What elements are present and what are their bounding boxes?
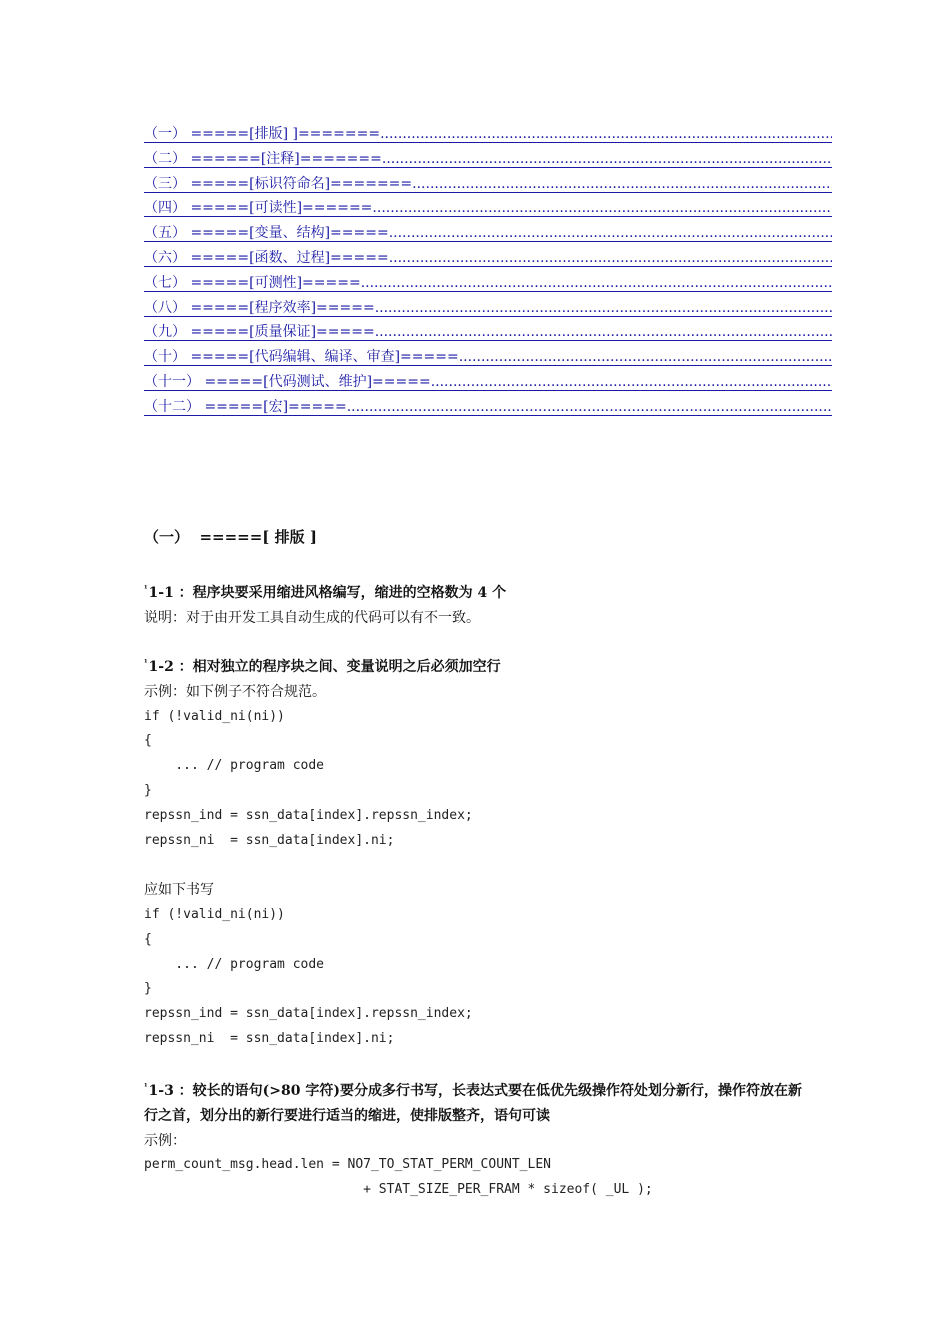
toc-leader-dots	[459, 349, 832, 366]
code-line: repssn_ind = ssn_data[index].repssn_index;	[144, 1006, 473, 1022]
code-line: if (!valid_ni(ni))	[144, 906, 285, 922]
toc-link-12[interactable]: （十二） =====[宏]===== .....	[144, 399, 832, 424]
code-line: ... // program code	[144, 758, 325, 774]
rule-title: $^{^1}$1-2 ：相对独立的程序块之间、变量说明之后必须加空行	[144, 657, 501, 675]
toc-link-9[interactable]: （九） =====[质量保证]===== .....	[144, 324, 832, 349]
table-of-contents	[144, 126, 832, 424]
rule-1-3	[144, 1074, 814, 1203]
code-line: }	[144, 981, 152, 997]
rule-title: $^{^1}$1-3 ：较长的语句(>80 字符)要分成多行书写，长表达式要在低优先级操作符处划分新行，操作符放在新行之首，划分出的新行要进行适当的缩进，使排版整齐，语句可读	[144, 1081, 803, 1124]
toc-link-6[interactable]: （六） =====[函数、过程]===== .....	[144, 250, 832, 275]
toc-leader-dots	[361, 275, 832, 292]
rule-marker: ¹	[144, 1081, 148, 1091]
code-line: if (!valid_ni(ni))	[144, 708, 285, 724]
toc-link-10[interactable]: （十） =====[代码编辑、编译、审查]===== .....	[144, 349, 832, 374]
example-label: 示例：如下例子不符合规范。	[144, 683, 326, 700]
blank-line	[144, 853, 824, 878]
code-line: repssn_ind = ssn_data[index].repssn_index;	[144, 807, 473, 823]
correct-example-label: 应如下书写	[144, 882, 214, 899]
example-label: 示例：	[144, 1132, 186, 1149]
toc-leader-dots	[382, 151, 832, 168]
code-line: repssn_ni = ssn_data[index].ni;	[144, 832, 395, 848]
code-line: }	[144, 782, 152, 798]
rule-1-1	[144, 576, 824, 631]
rule-title: $^{^1}$1-1 ：程序块要采用缩进风格编写，缩进的空格数为 4 个	[144, 583, 507, 601]
toc-leader-dots	[431, 374, 832, 391]
toc-link-8[interactable]: （八） =====[程序效率]===== .....	[144, 300, 832, 325]
toc-link-11[interactable]: （十一） =====[代码测试、维护]===== .....	[144, 374, 832, 399]
toc-link-2[interactable]: （二） ======[注释]======= .....	[144, 151, 832, 176]
toc-link-4[interactable]: （四） =====[可读性]====== .....	[144, 200, 832, 225]
rule-note: 说明：对于由开发工具自动生成的代码可以有不一致。	[144, 609, 480, 626]
code-line: + STAT_SIZE_PER_FRAM * sizeof( _UL );	[144, 1182, 653, 1198]
toc-leader-dots	[347, 399, 832, 416]
toc-leader-dots	[372, 200, 832, 217]
toc-link-7[interactable]: （七） =====[可测性]===== .....	[144, 275, 832, 300]
toc-leader-dots	[380, 126, 832, 143]
rule-marker: ¹	[144, 657, 148, 667]
code-line: ... // program code	[144, 956, 325, 972]
toc-leader-dots	[375, 300, 832, 317]
code-line: {	[144, 733, 152, 749]
toc-link-3[interactable]: （三） =====[标识符命名]======= .....	[144, 176, 832, 201]
rule-1-2	[144, 650, 824, 1052]
toc-leader-dots	[375, 324, 832, 341]
toc-link-1[interactable]: （一） =====[排版] ]======= .....	[144, 126, 832, 151]
toc-link-5[interactable]: （五） =====[变量、结构]===== .....	[144, 225, 832, 250]
code-line: {	[144, 931, 152, 947]
toc-leader-dots	[389, 250, 832, 267]
section-heading: （一） =====[ 排版 ]	[144, 528, 317, 546]
toc-leader-dots	[389, 225, 832, 242]
code-line: perm_count_msg.head.len = NO7_TO_STAT_PERM_COUNT_LEN	[144, 1157, 551, 1173]
toc-leader-dots	[412, 176, 832, 193]
code-line: repssn_ni = ssn_data[index].ni;	[144, 1030, 395, 1046]
rule-marker: ¹	[144, 583, 148, 593]
